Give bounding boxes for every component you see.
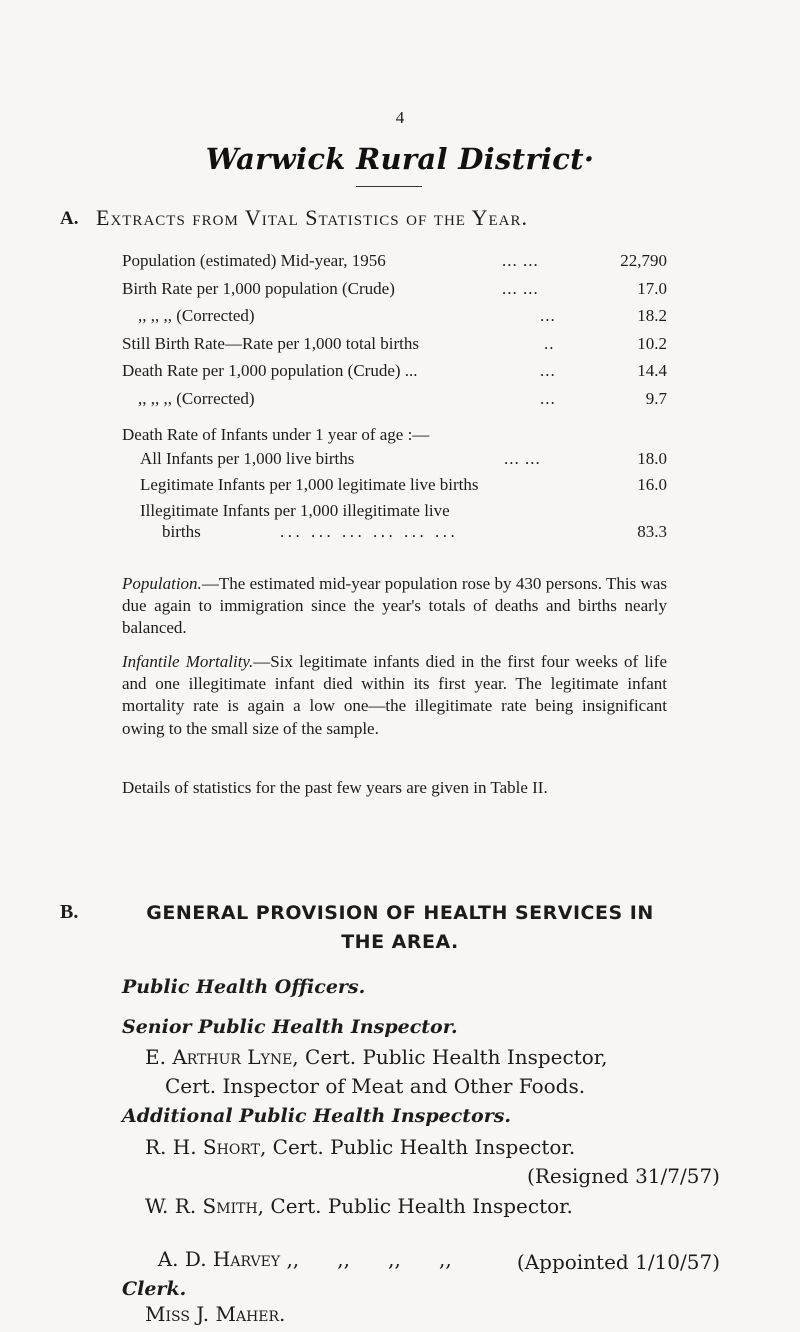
person-cert: Cert. Public Health Inspector. — [266, 1135, 576, 1159]
stat-row-death-corrected — [122, 389, 667, 411]
stat-label: Illegitimate Infants per 1,000 illegitimate live — [140, 501, 450, 520]
leader-dots: ... ... — [502, 279, 539, 298]
stat-value: 10.2 — [637, 334, 667, 353]
stat-label: All Infants per 1,000 live births — [140, 449, 355, 468]
stat-value: 83.3 — [637, 522, 667, 541]
stat-label: ,, ,, ,, (Corrected) — [138, 306, 255, 325]
additional-inspectors-heading: Additional Public Health Inspectors. — [122, 1105, 512, 1127]
stat-row-legitimate-infants — [122, 475, 667, 497]
person-name: R. H. Short, — [145, 1135, 267, 1159]
paragraph-title: Infantile Mortality. — [122, 652, 254, 671]
stat-label: births — [162, 522, 201, 541]
section-a-heading: Extracts from Vital Statistics of the Year. — [96, 205, 529, 230]
senior-inspector-line2: Cert. Inspector of Meat and Other Foods. — [165, 1074, 586, 1098]
clerk-heading: Clerk. — [122, 1278, 187, 1300]
infant-mortality-paragraph — [122, 651, 667, 740]
public-health-officers-heading: Public Health Officers. — [122, 976, 366, 998]
population-paragraph — [122, 573, 667, 640]
person-name: A. D. Harvey — [157, 1247, 281, 1271]
stat-row-death-crude — [122, 361, 667, 383]
title-divider — [356, 186, 422, 187]
person-name: Miss J. Maher. — [145, 1302, 286, 1326]
harvey-inspector-line — [145, 1223, 452, 1271]
stat-value: 14.4 — [637, 361, 667, 380]
leader-dots: ... ... — [502, 251, 539, 270]
section-b-heading-line2: THE AREA. — [341, 931, 459, 953]
stat-row-birth-crude — [122, 279, 667, 301]
leader-dots: ... — [540, 389, 556, 408]
stat-value: 9.7 — [645, 389, 667, 408]
stat-value: 18.2 — [637, 306, 667, 325]
district-title: Warwick Rural District· — [205, 142, 595, 176]
stat-row-all-infants — [122, 449, 667, 471]
senior-inspector-line1 — [145, 1045, 608, 1069]
details-paragraph: Details of statistics for the past few years are given in Table II. — [122, 778, 548, 797]
leader-dots: .. — [544, 334, 555, 353]
paragraph-text: —The estimated mid-year population rose by 430 persons. This was due again to immigration since the year's totals of deaths and births nearly balanced. — [122, 574, 667, 638]
stat-label: Still Birth Rate—Rate per 1,000 total births — [122, 334, 419, 353]
stat-label: ,, ,, ,, (Corrected) — [138, 389, 255, 408]
section-b-heading — [140, 899, 660, 957]
stat-label: Death Rate per 1,000 population (Crude) ... — [122, 361, 418, 380]
short-resigned-note: (Resigned 31/7/57) — [527, 1164, 720, 1188]
paragraph-text: —Six legitimate infants died in the first four weeks of life and one illegitimate infant died within its first year. The legitimate infant mortality rate is again a low one—the illegitimate rate being insignificant owing to the small size of the sample. — [122, 652, 667, 738]
stat-value: 17.0 — [637, 279, 667, 298]
stat-row-illegitimate-infants — [122, 501, 667, 523]
stat-label: Legitimate Infants per 1,000 legitimate live births — [140, 475, 479, 494]
person-cert: Cert. Public Health Inspector. — [264, 1194, 573, 1218]
stat-value: 16.0 — [637, 475, 667, 494]
harvey-appointed-note: (Appointed 1/10/57) — [516, 1250, 720, 1274]
stat-label: Death Rate of Infants under 1 year of age :— — [122, 425, 430, 444]
page-number: 4 — [395, 108, 405, 127]
clerk-name — [145, 1302, 285, 1326]
ditto-marks: ,, ,, ,, ,, — [280, 1247, 452, 1271]
stat-value: 22,790 — [620, 251, 667, 270]
section-b-heading-line1: GENERAL PROVISION OF HEALTH SERVICES IN — [146, 902, 654, 924]
person-name: E. Arthur Lyne, — [145, 1045, 299, 1069]
stat-value: 18.0 — [637, 449, 667, 468]
person-name: W. R. Smith, — [145, 1194, 265, 1218]
stat-label: Birth Rate per 1,000 population (Crude) — [122, 279, 395, 298]
leader-dots: ... — [540, 306, 556, 325]
stat-row-still-birth — [122, 334, 667, 356]
infant-death-heading — [122, 425, 667, 447]
stat-row-illegitimate-births — [122, 522, 667, 544]
section-b-letter: B. — [60, 901, 79, 923]
paragraph-title: Population. — [122, 574, 202, 593]
leader-dots: ... ... ... ... ... ... — [280, 522, 459, 541]
leader-dots: ... ... — [504, 449, 541, 468]
section-a-letter: A. — [60, 208, 79, 229]
leader-dots: ... — [540, 361, 556, 380]
stat-row-population — [122, 251, 667, 273]
smith-inspector-line — [145, 1194, 573, 1218]
person-cert: Cert. Public Health Inspector, — [298, 1045, 608, 1069]
stat-row-birth-corrected — [122, 306, 667, 328]
senior-inspector-heading: Senior Public Health Inspector. — [122, 1016, 458, 1038]
stat-label: Population (estimated) Mid-year, 1956 — [122, 251, 386, 270]
short-inspector-line — [145, 1135, 575, 1159]
